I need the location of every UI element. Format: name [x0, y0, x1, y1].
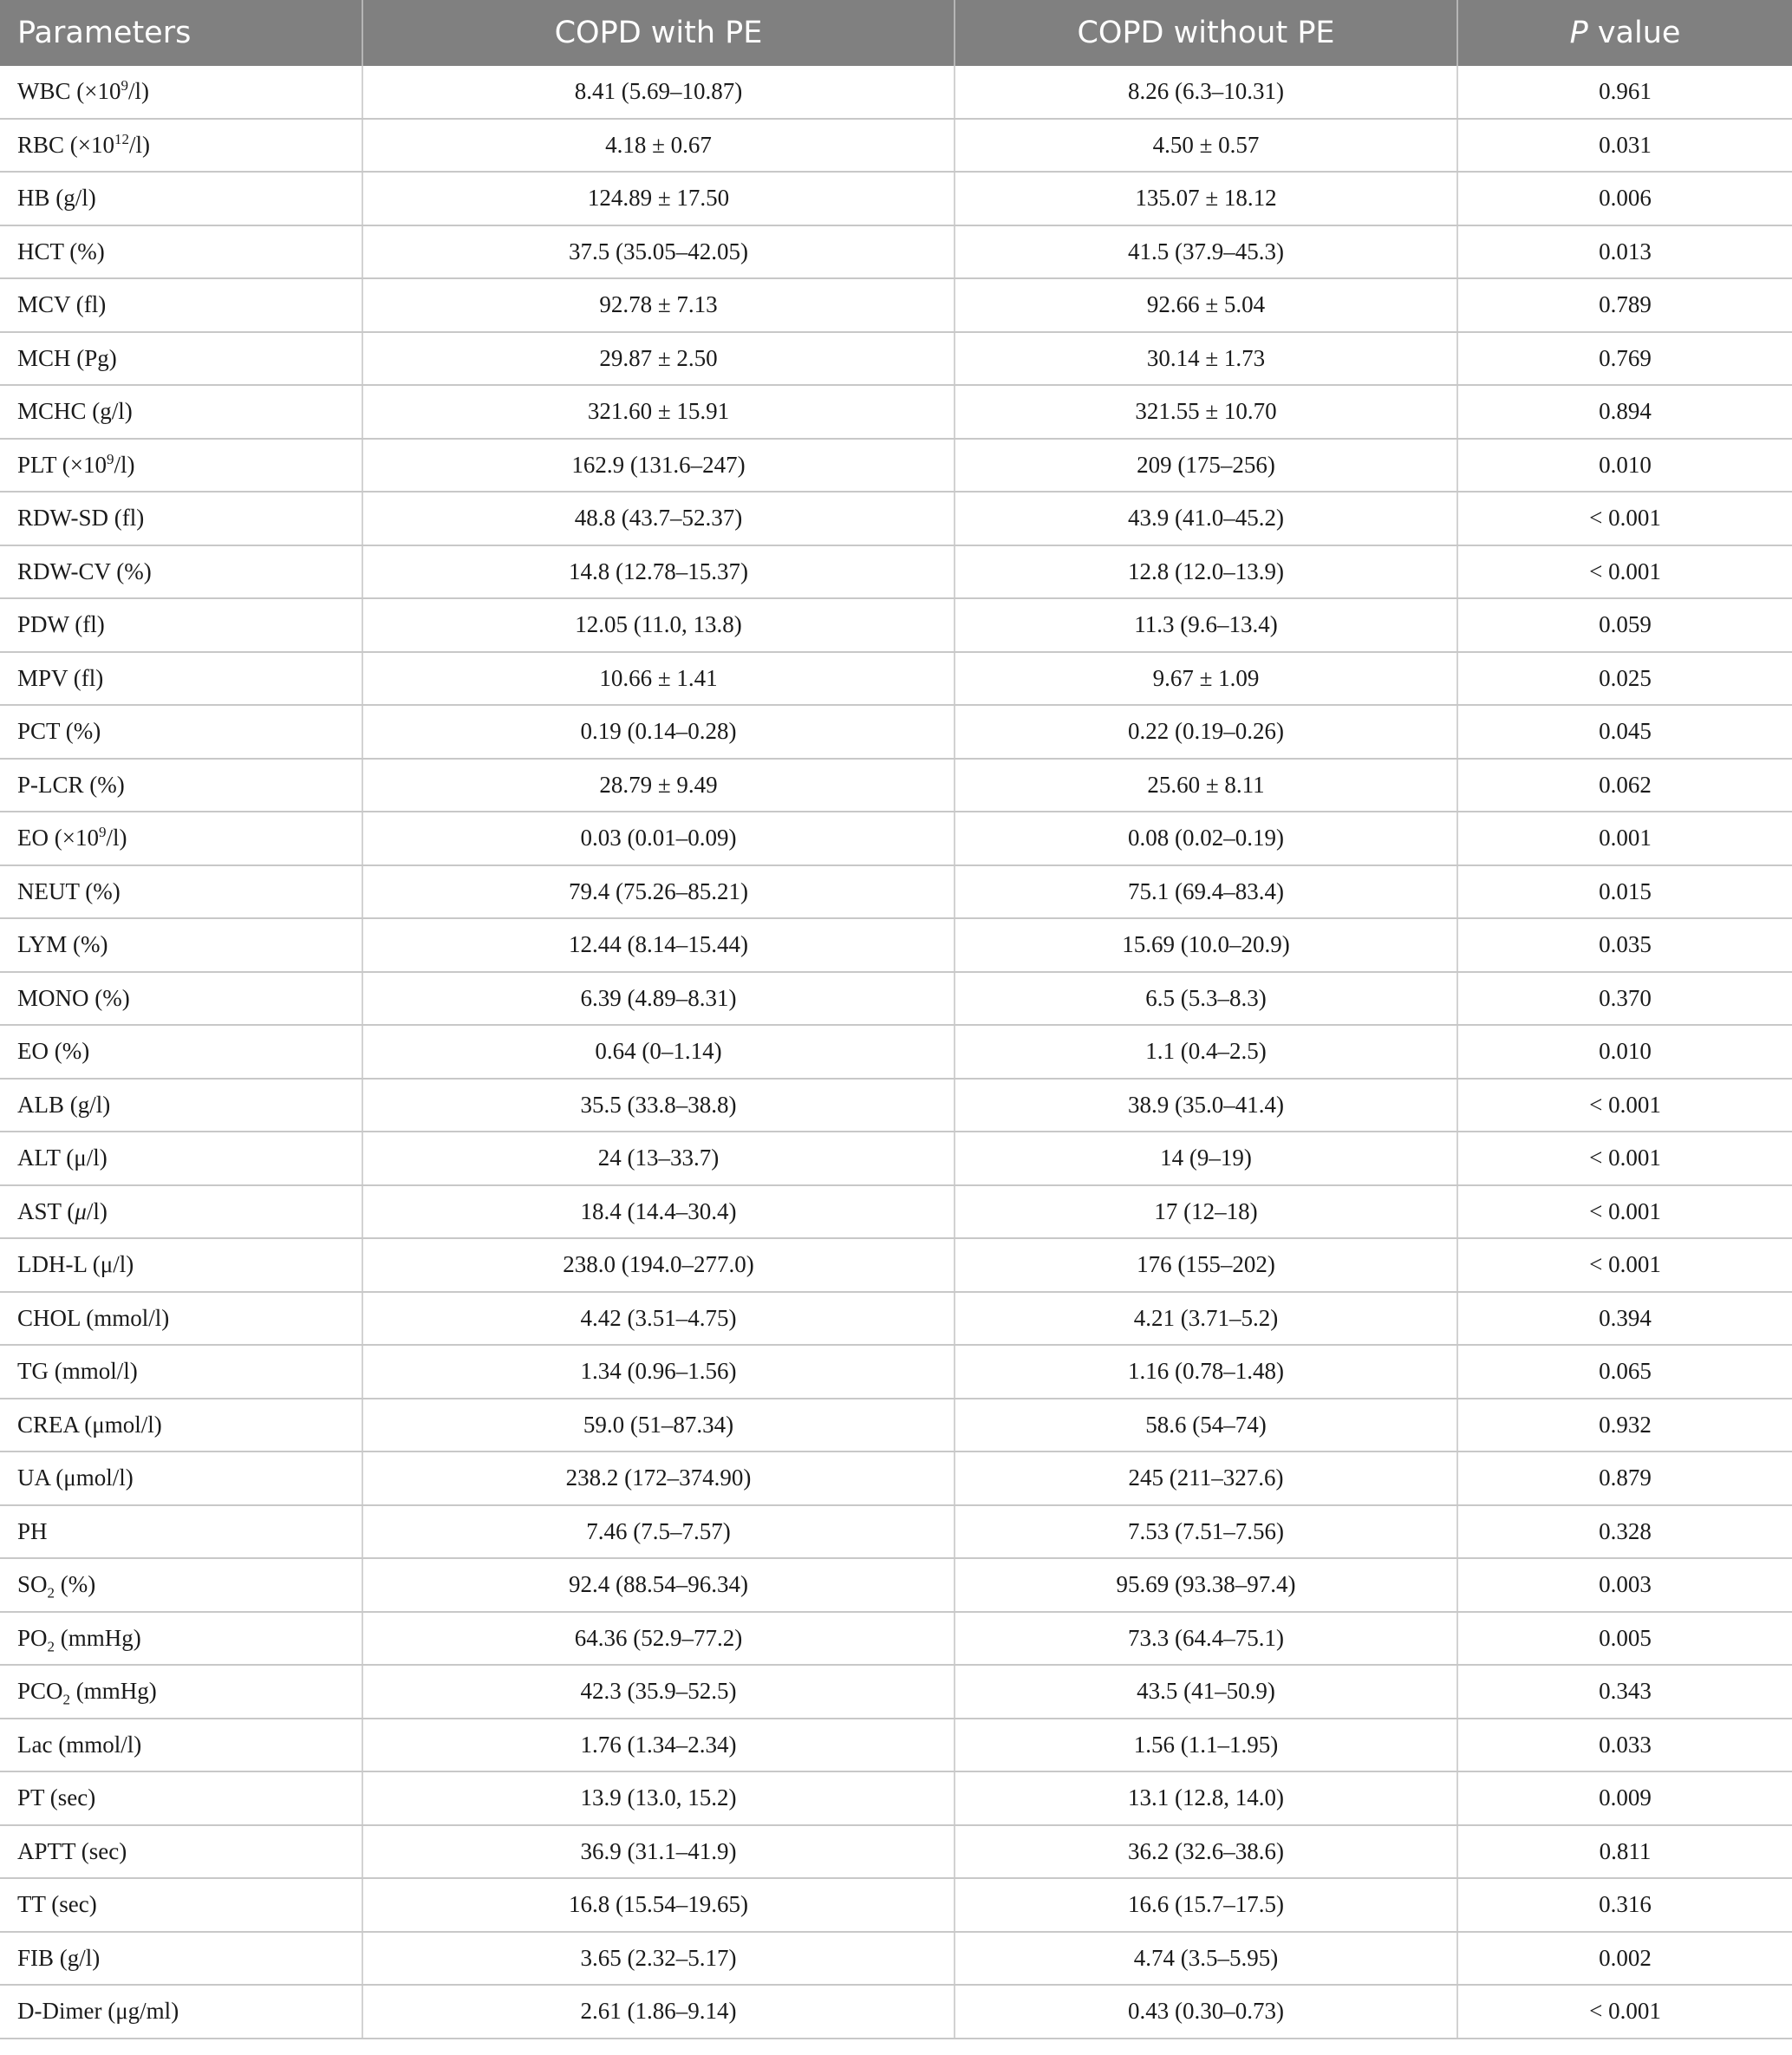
p-value-cell: 0.328: [1457, 1505, 1792, 1559]
header-p-italic: P: [1569, 16, 1588, 50]
table-row: [0, 972, 1792, 1026]
parameter-cell: [0, 652, 362, 706]
table-row: [0, 492, 1792, 545]
parameter-cell: [0, 545, 362, 599]
header-copd-with-pe: COPD with PE: [362, 0, 955, 66]
parameter-cell: [0, 759, 362, 812]
p-value-cell: 0.059: [1457, 598, 1792, 652]
copd-with-pe-cell: 12.05 (11.0, 13.8): [362, 598, 955, 652]
table-row: [0, 1558, 1792, 1612]
copd-without-pe-cell: 135.07 ± 18.12: [955, 172, 1457, 225]
copd-without-pe-cell: 73.3 (64.4–75.1): [955, 1612, 1457, 1666]
copd-without-pe-cell: 1.56 (1.1–1.95): [955, 1719, 1457, 1772]
p-value-cell: 0.316: [1457, 1878, 1792, 1932]
table-row: [0, 172, 1792, 225]
copd-with-pe-cell: 8.41 (5.69–10.87): [362, 66, 955, 119]
copd-without-pe-cell: 75.1 (69.4–83.4): [955, 865, 1457, 919]
header-p-value: [1457, 0, 1792, 66]
copd-with-pe-cell: 7.46 (7.5–7.57): [362, 1505, 955, 1559]
parameter-pre: TG (mmol/l): [17, 1358, 138, 1385]
table-row: [0, 1665, 1792, 1719]
p-value-cell: 0.003: [1457, 1558, 1792, 1612]
table-row: [0, 119, 1792, 173]
parameter-pre: ALB (g/l): [17, 1091, 111, 1118]
copd-without-pe-cell: 43.5 (41–50.9): [955, 1665, 1457, 1719]
parameter-cell: [0, 119, 362, 173]
copd-with-pe-cell: 0.19 (0.14–0.28): [362, 705, 955, 759]
copd-without-pe-cell: 41.5 (37.9–45.3): [955, 225, 1457, 279]
copd-with-pe-cell: 3.65 (2.32–5.17): [362, 1932, 955, 1986]
table-row: [0, 652, 1792, 706]
p-value-cell: 0.013: [1457, 225, 1792, 279]
parameter-sup: 9: [107, 450, 114, 467]
table-row: [0, 1932, 1792, 1986]
p-value-cell: < 0.001: [1457, 1238, 1792, 1292]
table-row: [0, 1612, 1792, 1666]
copd-with-pe-cell: 12.44 (8.14–15.44): [362, 918, 955, 972]
copd-with-pe-cell: 2.61 (1.86–9.14): [362, 1985, 955, 2039]
copd-with-pe-cell: 92.4 (88.54–96.34): [362, 1558, 955, 1612]
p-value-cell: 0.789: [1457, 278, 1792, 332]
parameter-sub: 2: [62, 1691, 71, 1708]
parameter-pre: FIB (g/l): [17, 1944, 101, 1971]
parameter-cell: [0, 225, 362, 279]
copd-without-pe-cell: 58.6 (54–74): [955, 1399, 1457, 1452]
copd-without-pe-cell: 7.53 (7.51–7.56): [955, 1505, 1457, 1559]
parameter-cell: [0, 1238, 362, 1292]
parameter-pre: APTT (sec): [17, 1837, 127, 1864]
parameter-cell: [0, 1292, 362, 1346]
parameter-post: /l): [86, 1197, 108, 1224]
copd-with-pe-cell: 79.4 (75.26–85.21): [362, 865, 955, 919]
parameter-pre: PDW (fl): [17, 611, 105, 638]
parameter-post: (mmHg): [70, 1678, 157, 1705]
parameter-pre: PO: [17, 1624, 48, 1651]
table-row: [0, 1771, 1792, 1825]
parameter-cell: [0, 1558, 362, 1612]
copd-without-pe-cell: 4.50 ± 0.57: [955, 119, 1457, 173]
copd-without-pe-cell: 95.69 (93.38–97.4): [955, 1558, 1457, 1612]
copd-with-pe-cell: 321.60 ± 15.91: [362, 385, 955, 439]
p-value-cell: 0.025: [1457, 652, 1792, 706]
parameter-pre: RDW-CV (%): [17, 558, 152, 584]
parameter-pre: Lac (mmol/l): [17, 1731, 142, 1758]
copd-with-pe-cell: 14.8 (12.78–15.37): [362, 545, 955, 599]
parameter-pre: PCT (%): [17, 718, 101, 745]
parameter-pre: NEUT (%): [17, 877, 121, 904]
parameter-post: /l): [129, 131, 150, 158]
p-value-cell: 0.015: [1457, 865, 1792, 919]
copd-without-pe-cell: 15.69 (10.0–20.9): [955, 918, 1457, 972]
parameter-cell: [0, 1132, 362, 1185]
p-value-cell: 0.062: [1457, 759, 1792, 812]
parameter-cell: [0, 278, 362, 332]
table-row: [0, 918, 1792, 972]
copd-without-pe-cell: 92.66 ± 5.04: [955, 278, 1457, 332]
copd-with-pe-cell: 1.76 (1.34–2.34): [362, 1719, 955, 1772]
copd-without-pe-cell: 1.16 (0.78–1.48): [955, 1345, 1457, 1399]
table-row: [0, 1292, 1792, 1346]
copd-without-pe-cell: 25.60 ± 8.11: [955, 759, 1457, 812]
table-row: [0, 1238, 1792, 1292]
p-value-cell: 0.343: [1457, 1665, 1792, 1719]
p-value-cell: 0.005: [1457, 1612, 1792, 1666]
copd-without-pe-cell: 0.43 (0.30–0.73): [955, 1985, 1457, 2039]
copd-with-pe-cell: 64.36 (52.9–77.2): [362, 1612, 955, 1666]
parameter-pre: LYM (%): [17, 931, 108, 958]
copd-without-pe-cell: 176 (155–202): [955, 1238, 1457, 1292]
copd-with-pe-cell: 48.8 (43.7–52.37): [362, 492, 955, 545]
copd-without-pe-cell: 0.22 (0.19–0.26): [955, 705, 1457, 759]
parameter-cell: [0, 812, 362, 865]
table-row: [0, 278, 1792, 332]
parameter-sup: 9: [121, 77, 128, 95]
copd-without-pe-cell: 245 (211–327.6): [955, 1452, 1457, 1505]
p-value-cell: 0.035: [1457, 918, 1792, 972]
parameter-cell: [0, 918, 362, 972]
table-row: [0, 1185, 1792, 1239]
parameter-pre: CHOL (mmol/l): [17, 1304, 170, 1331]
p-value-cell: 0.811: [1457, 1825, 1792, 1879]
parameter-post: (%): [55, 1571, 96, 1598]
p-value-cell: 0.001: [1457, 812, 1792, 865]
parameter-pre: RDW-SD (fl): [17, 505, 145, 532]
table-row: [0, 1452, 1792, 1505]
p-value-cell: 0.961: [1457, 66, 1792, 119]
parameter-pre: PCO: [17, 1678, 63, 1705]
copd-with-pe-cell: 13.9 (13.0, 15.2): [362, 1771, 955, 1825]
header-copd-without-pe: COPD without PE: [955, 0, 1457, 66]
table-row: [0, 545, 1792, 599]
parameter-cell: [0, 1452, 362, 1505]
copd-without-pe-cell: 209 (175–256): [955, 439, 1457, 493]
copd-with-pe-cell: 0.03 (0.01–0.09): [362, 812, 955, 865]
copd-with-pe-cell: 238.2 (172–374.90): [362, 1452, 955, 1505]
copd-without-pe-cell: 6.5 (5.3–8.3): [955, 972, 1457, 1026]
parameter-cell: [0, 1079, 362, 1132]
copd-without-pe-cell: 9.67 ± 1.09: [955, 652, 1457, 706]
table-row: [0, 1079, 1792, 1132]
parameter-cell: [0, 1932, 362, 1986]
copd-without-pe-cell: 16.6 (15.7–17.5): [955, 1878, 1457, 1932]
p-value-cell: 0.065: [1457, 1345, 1792, 1399]
copd-without-pe-cell: 321.55 ± 10.70: [955, 385, 1457, 439]
parameter-cell: [0, 66, 362, 119]
copd-with-pe-cell: 6.39 (4.89–8.31): [362, 972, 955, 1026]
parameter-cell: [0, 1985, 362, 2039]
parameter-post: (mmHg): [55, 1624, 141, 1651]
header-parameters: Parameters: [0, 0, 362, 66]
copd-with-pe-cell: 0.64 (0–1.14): [362, 1025, 955, 1079]
table-row: [0, 812, 1792, 865]
parameter-sub: 2: [47, 1638, 55, 1655]
p-value-cell: < 0.001: [1457, 1079, 1792, 1132]
parameter-cell: [0, 1719, 362, 1772]
table-row: [0, 1132, 1792, 1185]
p-value-cell: < 0.001: [1457, 1985, 1792, 2039]
parameter-pre: TT (sec): [17, 1891, 97, 1918]
parameter-pre: SO: [17, 1571, 48, 1598]
parameter-cell: [0, 705, 362, 759]
parameter-pre: MCH (Pg): [17, 344, 117, 371]
parameter-pre: PLT (×10: [17, 451, 108, 478]
copd-without-pe-cell: 1.1 (0.4–2.5): [955, 1025, 1457, 1079]
copd-with-pe-cell: 35.5 (33.8–38.8): [362, 1079, 955, 1132]
p-value-cell: < 0.001: [1457, 545, 1792, 599]
copd-with-pe-cell: 59.0 (51–87.34): [362, 1399, 955, 1452]
p-value-cell: 0.009: [1457, 1771, 1792, 1825]
table-row: [0, 1345, 1792, 1399]
parameter-cell: [0, 972, 362, 1026]
parameter-cell: [0, 865, 362, 919]
copd-without-pe-cell: 8.26 (6.3–10.31): [955, 66, 1457, 119]
p-value-cell: 0.031: [1457, 119, 1792, 173]
p-value-cell: 0.370: [1457, 972, 1792, 1026]
p-value-cell: 0.010: [1457, 1025, 1792, 1079]
table-header: [0, 0, 1792, 66]
copd-with-pe-cell: 36.9 (31.1–41.9): [362, 1825, 955, 1879]
parameter-post: /l): [127, 78, 149, 105]
parameter-pre: RBC (×10: [17, 131, 114, 158]
parameter-cell: [0, 1825, 362, 1879]
p-value-cell: 0.932: [1457, 1399, 1792, 1452]
p-value-cell: < 0.001: [1457, 492, 1792, 545]
table-row: [0, 759, 1792, 812]
copd-with-pe-cell: 24 (13–33.7): [362, 1132, 955, 1185]
copd-without-pe-cell: 12.8 (12.0–13.9): [955, 545, 1457, 599]
parameter-pre: MONO (%): [17, 984, 130, 1011]
table-row: [0, 705, 1792, 759]
parameter-cell: [0, 598, 362, 652]
parameter-post: /l): [114, 451, 135, 478]
copd-with-pe-cell: 18.4 (14.4–30.4): [362, 1185, 955, 1239]
parameter-pre: EO (×10: [17, 825, 99, 851]
p-value-cell: 0.006: [1457, 172, 1792, 225]
parameter-pre: UA (μmol/l): [17, 1465, 134, 1491]
parameter-cell: [0, 492, 362, 545]
copd-with-pe-cell: 42.3 (35.9–52.5): [362, 1665, 955, 1719]
parameter-cell: [0, 439, 362, 493]
copd-with-pe-cell: 4.18 ± 0.67: [362, 119, 955, 173]
parameter-cell: [0, 1612, 362, 1666]
table-row: [0, 598, 1792, 652]
parameter-pre: HCT (%): [17, 238, 105, 264]
table-row: [0, 1025, 1792, 1079]
p-value-cell: 0.033: [1457, 1719, 1792, 1772]
copd-with-pe-cell: 16.8 (15.54–19.65): [362, 1878, 955, 1932]
parameter-cell: [0, 1505, 362, 1559]
table-row: [0, 1505, 1792, 1559]
copd-without-pe-cell: 30.14 ± 1.73: [955, 332, 1457, 386]
p-value-cell: < 0.001: [1457, 1185, 1792, 1239]
parameter-pre: CREA (μmol/l): [17, 1411, 162, 1438]
copd-with-pe-cell: 37.5 (35.05–42.05): [362, 225, 955, 279]
copd-without-pe-cell: 4.21 (3.71–5.2): [955, 1292, 1457, 1346]
copd-without-pe-cell: 38.9 (35.0–41.4): [955, 1079, 1457, 1132]
copd-without-pe-cell: 43.9 (41.0–45.2): [955, 492, 1457, 545]
table-row: [0, 865, 1792, 919]
copd-without-pe-cell: 14 (9–19): [955, 1132, 1457, 1185]
parameter-pre: MPV (fl): [17, 664, 104, 691]
parameter-sup: 12: [114, 130, 129, 147]
p-value-cell: 0.769: [1457, 332, 1792, 386]
copd-without-pe-cell: 17 (12–18): [955, 1185, 1457, 1239]
copd-with-pe-cell: 92.78 ± 7.13: [362, 278, 955, 332]
table-row: [0, 385, 1792, 439]
copd-with-pe-cell: 124.89 ± 17.50: [362, 172, 955, 225]
copd-without-pe-cell: 13.1 (12.8, 14.0): [955, 1771, 1457, 1825]
parameter-cell: [0, 1025, 362, 1079]
p-value-cell: 0.894: [1457, 385, 1792, 439]
parameter-post: /l): [106, 825, 127, 851]
copd-with-pe-cell: 28.79 ± 9.49: [362, 759, 955, 812]
copd-with-pe-cell: 10.66 ± 1.41: [362, 652, 955, 706]
parameter-sup: 9: [98, 824, 107, 841]
parameter-cell: [0, 1771, 362, 1825]
parameter-pre: PT (sec): [17, 1784, 96, 1811]
parameter-pre: HB (g/l): [17, 185, 96, 212]
parameter-pre: P-LCR (%): [17, 771, 125, 798]
copd-with-pe-cell: 162.9 (131.6–247): [362, 439, 955, 493]
parameter-pre: PH: [17, 1517, 48, 1544]
table-row: [0, 332, 1792, 386]
parameter-pre: ALT (μ/l): [17, 1145, 108, 1171]
table-body: [0, 66, 1792, 2039]
copd-with-pe-cell: 238.0 (194.0–277.0): [362, 1238, 955, 1292]
table-row: [0, 225, 1792, 279]
copd-without-pe-cell: 0.08 (0.02–0.19): [955, 812, 1457, 865]
copd-with-pe-cell: 1.34 (0.96–1.56): [362, 1345, 955, 1399]
parameter-pre: WBC (×10: [17, 78, 121, 105]
p-value-cell: 0.879: [1457, 1452, 1792, 1505]
parameter-ital: μ: [75, 1197, 87, 1224]
parameter-cell: [0, 1665, 362, 1719]
copd-with-pe-cell: 4.42 (3.51–4.75): [362, 1292, 955, 1346]
parameter-cell: [0, 1399, 362, 1452]
table-row: [0, 1399, 1792, 1452]
table-row: [0, 1719, 1792, 1772]
table-row: [0, 1985, 1792, 2039]
p-value-cell: 0.002: [1457, 1932, 1792, 1986]
parameter-cell: [0, 1185, 362, 1239]
table-row: [0, 1825, 1792, 1879]
parameter-cell: [0, 1345, 362, 1399]
p-value-cell: 0.394: [1457, 1292, 1792, 1346]
parameter-cell: [0, 385, 362, 439]
copd-without-pe-cell: 4.74 (3.5–5.95): [955, 1932, 1457, 1986]
parameter-pre: MCV (fl): [17, 291, 107, 318]
parameter-pre: LDH-L (μ/l): [17, 1251, 134, 1278]
parameter-cell: [0, 172, 362, 225]
p-value-cell: < 0.001: [1457, 1132, 1792, 1185]
p-value-cell: 0.045: [1457, 705, 1792, 759]
table-row: [0, 66, 1792, 119]
copd-without-pe-cell: 11.3 (9.6–13.4): [955, 598, 1457, 652]
table-row: [0, 1878, 1792, 1932]
parameter-cell: [0, 332, 362, 386]
header-p-rest: value: [1587, 16, 1681, 50]
parameter-cell: [0, 1878, 362, 1932]
p-value-cell: 0.010: [1457, 439, 1792, 493]
parameter-pre: AST (: [17, 1197, 75, 1224]
header-row: [0, 0, 1792, 66]
parameter-pre: MCHC (g/l): [17, 398, 133, 425]
table-row: [0, 439, 1792, 493]
copd-without-pe-cell: 36.2 (32.6–38.6): [955, 1825, 1457, 1879]
copd-with-pe-cell: 29.87 ± 2.50: [362, 332, 955, 386]
parameter-sub: 2: [47, 1584, 55, 1602]
parameter-pre: D-Dimer (μg/ml): [17, 1998, 179, 2025]
parameter-pre: EO (%): [17, 1038, 90, 1065]
